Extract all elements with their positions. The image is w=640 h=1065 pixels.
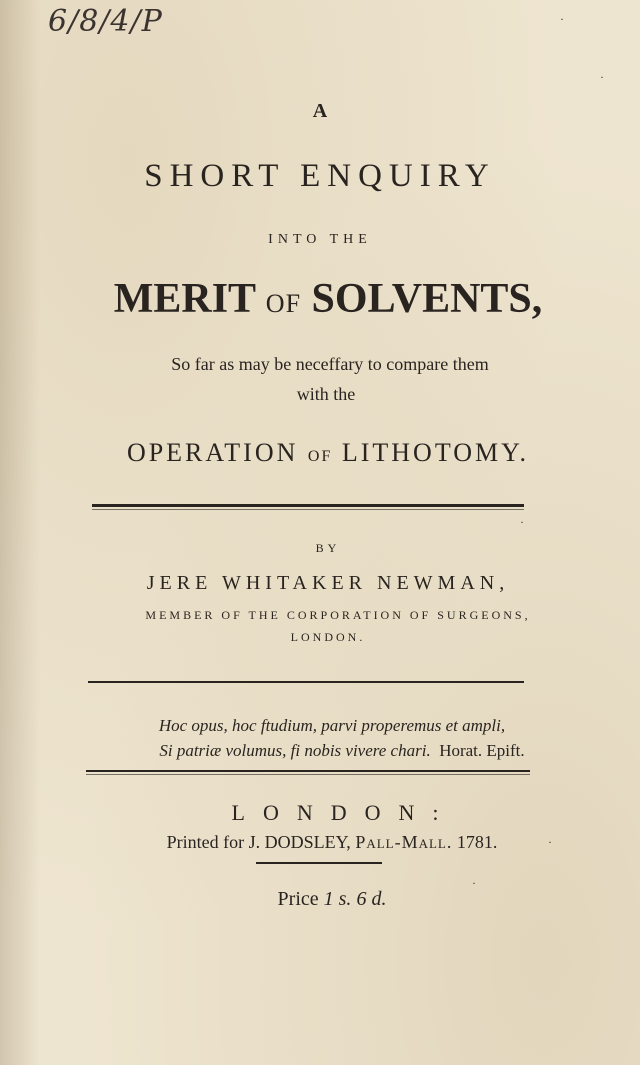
author-affiliation: MEMBER OF THE CORPORATION OF SURGEONS, (145, 608, 531, 622)
of-word: OF (265, 289, 302, 318)
epigraph-line-2 (22, 741, 640, 761)
rule-middle (88, 681, 524, 683)
into-the: INTO THE (268, 232, 372, 247)
rule-bottom (86, 770, 530, 772)
by-label: BY (315, 541, 341, 555)
imprint-line (12, 832, 640, 853)
author-name: JERE WHITAKER NEWMAN, (146, 572, 510, 594)
of-word-2: OF (307, 448, 333, 465)
price-line (12, 888, 640, 911)
article-a: A (312, 100, 328, 122)
merit-of-solvents (8, 275, 640, 323)
ink-speck: · (560, 12, 564, 26)
main-title: SHORT ENQUIRY (144, 158, 496, 194)
imprint-place: LONDON: (231, 800, 457, 825)
subtitle-line-1: So far as may be neceffary to compare them (171, 354, 489, 374)
epigraph-line-2-text: Si patriæ volumus, fi nobis vivere chari. (159, 741, 431, 760)
epigraph-line-1: Hoc opus, hoc ftudium, parvi properemus et ampli, (158, 716, 506, 735)
author-city: LONDON. (290, 630, 366, 644)
ink-speck: · (600, 70, 604, 84)
lithotomy-word: LITHOTOMY. (341, 438, 530, 467)
operation-of-lithotomy (8, 438, 640, 468)
epigraph-attribution: Horat. Epift. (439, 741, 525, 760)
solvents-word: SOLVENTS, (311, 276, 543, 322)
rule-short (256, 862, 382, 864)
publisher-address: Pall-Mall. (355, 832, 453, 852)
rule-top-thin (92, 509, 524, 510)
price-pence: 6 d. (356, 888, 387, 910)
ink-speck: · (548, 835, 552, 849)
rule-top (92, 504, 524, 507)
operation-word: OPERATION (126, 438, 299, 467)
publisher: DODSLEY, (264, 832, 351, 852)
ink-speck: · (472, 876, 476, 890)
subtitle-line-2: with the (296, 384, 356, 404)
shelfmark: 6/8/4/P (48, 4, 163, 39)
rule-bottom-thin (86, 774, 530, 775)
printed-for: Printed for J. (166, 832, 261, 852)
imprint-year: 1781. (456, 832, 498, 852)
price-value: 1 s. (323, 888, 352, 910)
ink-speck: · (520, 515, 524, 529)
merit-word: MERIT (113, 276, 256, 322)
price-label: Price (277, 888, 319, 910)
